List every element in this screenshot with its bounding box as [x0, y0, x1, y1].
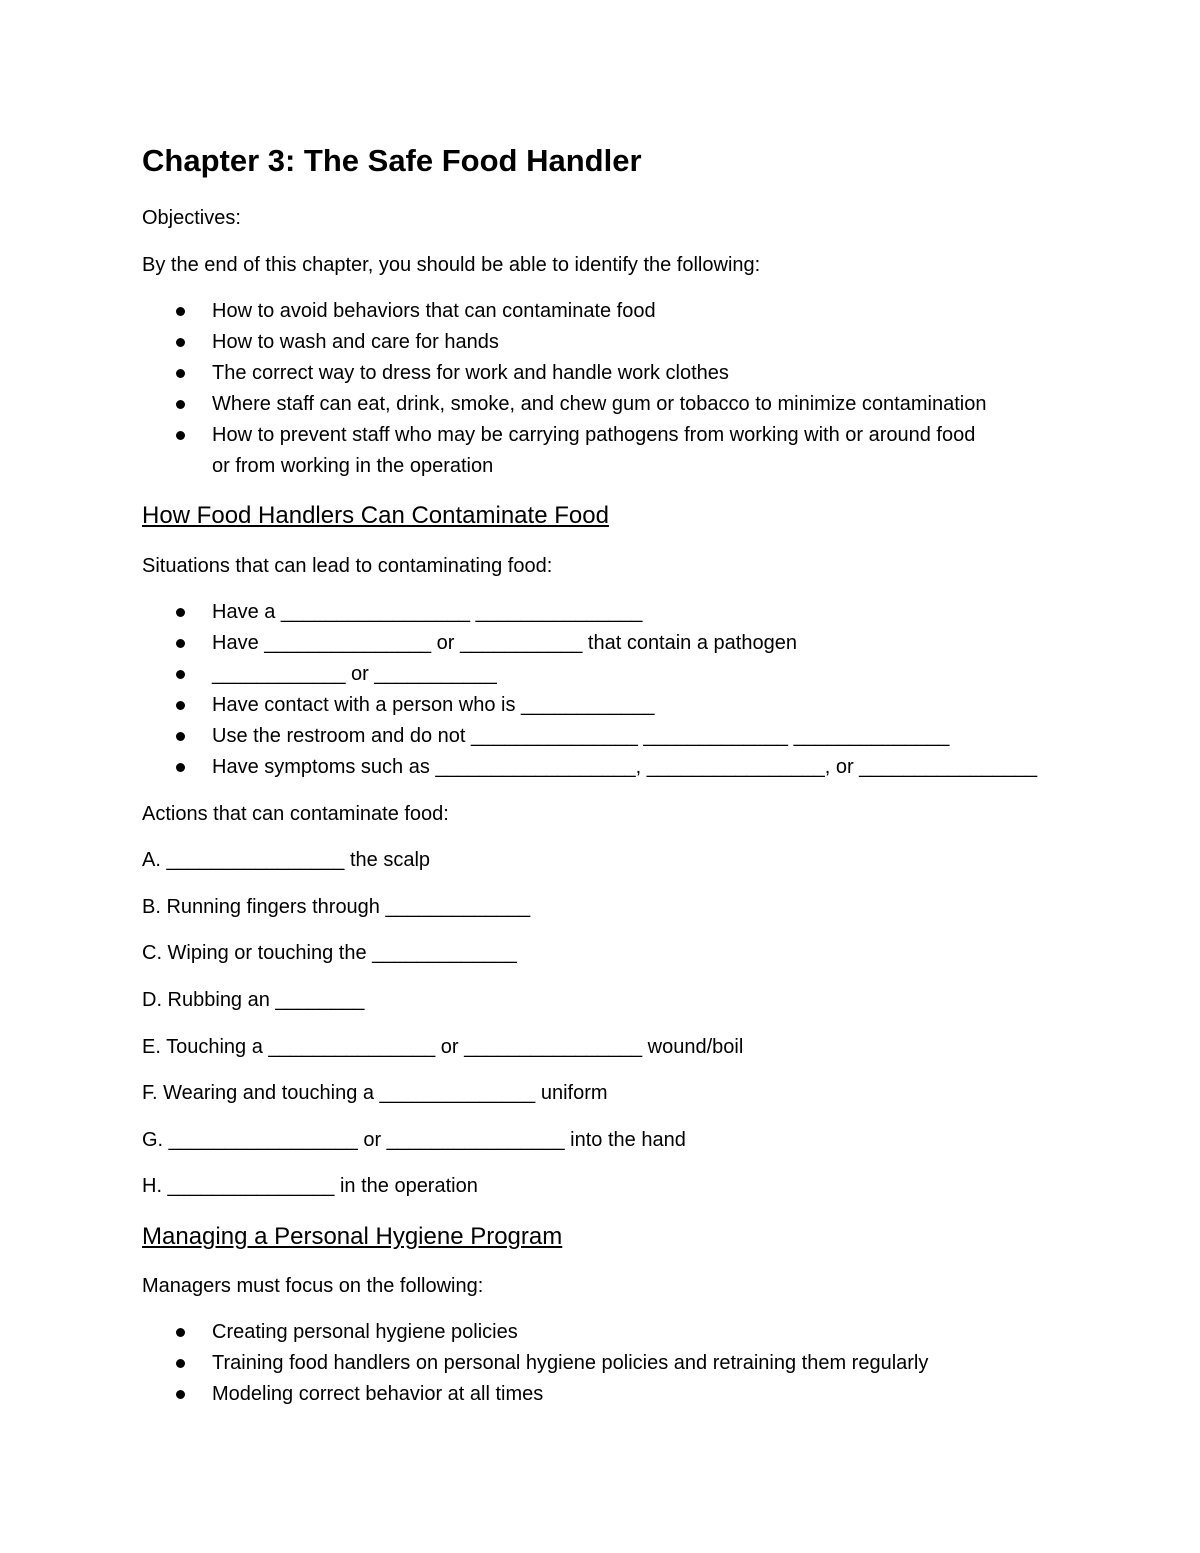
- hygiene-text: Training food handlers on personal hygiene policies and retraining them regularly: [212, 1352, 929, 1374]
- section-heading-hygiene: Managing a Personal Hygiene Program: [142, 1223, 563, 1250]
- bullet-icon: [176, 400, 185, 409]
- objective-text: The correct way to dress for work and handle work clothes: [212, 362, 729, 384]
- situation-text: Have a _________________ _______________: [212, 601, 643, 623]
- action-item: G. _________________ or ________________ into the hand: [142, 1129, 686, 1151]
- bullet-icon: [176, 338, 185, 347]
- bullet-icon: [176, 608, 185, 617]
- bullet-icon: [176, 732, 185, 741]
- situation-text: ____________ or ___________: [212, 663, 497, 685]
- action-item: A. ________________ the scalp: [142, 849, 431, 871]
- action-item: B. Running fingers through _____________: [142, 896, 531, 918]
- action-item: H. _______________ in the operation: [142, 1175, 478, 1197]
- bullet-icon: [176, 1390, 185, 1399]
- section-heading-contaminate: How Food Handlers Can Contaminate Food: [142, 502, 609, 529]
- bullet-icon: [176, 1359, 185, 1368]
- intro-text: By the end of this chapter, you should be able to identify the following:: [142, 254, 761, 276]
- bullet-icon: [176, 369, 185, 378]
- action-item: F. Wearing and touching a ______________ uniform: [142, 1082, 608, 1104]
- situations-label: Situations that can lead to contaminating food:: [142, 555, 553, 577]
- hygiene-text: Creating personal hygiene policies: [212, 1321, 518, 1343]
- actions-label: Actions that can contaminate food:: [142, 803, 449, 825]
- situation-text: Use the restroom and do not _______________ _____________ ______________: [212, 725, 950, 747]
- action-item: C. Wiping or touching the _____________: [142, 942, 517, 964]
- hygiene-text: Modeling correct behavior at all times: [212, 1383, 544, 1405]
- bullet-icon: [176, 307, 185, 316]
- bullet-icon: [176, 639, 185, 648]
- bullet-icon: [176, 1328, 185, 1337]
- situation-text: Have contact with a person who is ____________: [212, 694, 655, 716]
- objective-text: How to prevent staff who may be carrying pathogens from working with or around food: [212, 424, 976, 446]
- objective-text-continued: or from working in the operation: [212, 455, 494, 477]
- action-item: D. Rubbing an ________: [142, 989, 365, 1011]
- bullet-icon: [176, 670, 185, 679]
- objectives-label: Objectives:: [142, 207, 241, 229]
- bullet-icon: [176, 431, 185, 440]
- situation-text: Have symptoms such as __________________, ________________, or ________________: [212, 756, 1038, 778]
- objective-text: How to avoid behaviors that can contaminate food: [212, 300, 656, 322]
- focus-label: Managers must focus on the following:: [142, 1275, 484, 1297]
- objective-text: How to wash and care for hands: [212, 331, 499, 353]
- action-item: E. Touching a _______________ or ________________ wound/boil: [142, 1036, 744, 1058]
- objective-text: Where staff can eat, drink, smoke, and chew gum or tobacco to minimize contamination: [212, 393, 987, 415]
- situation-text: Have _______________ or ___________ that contain a pathogen: [212, 632, 797, 654]
- bullet-icon: [176, 763, 185, 772]
- page-title: Chapter 3: The Safe Food Handler: [142, 143, 642, 178]
- bullet-icon: [176, 701, 185, 710]
